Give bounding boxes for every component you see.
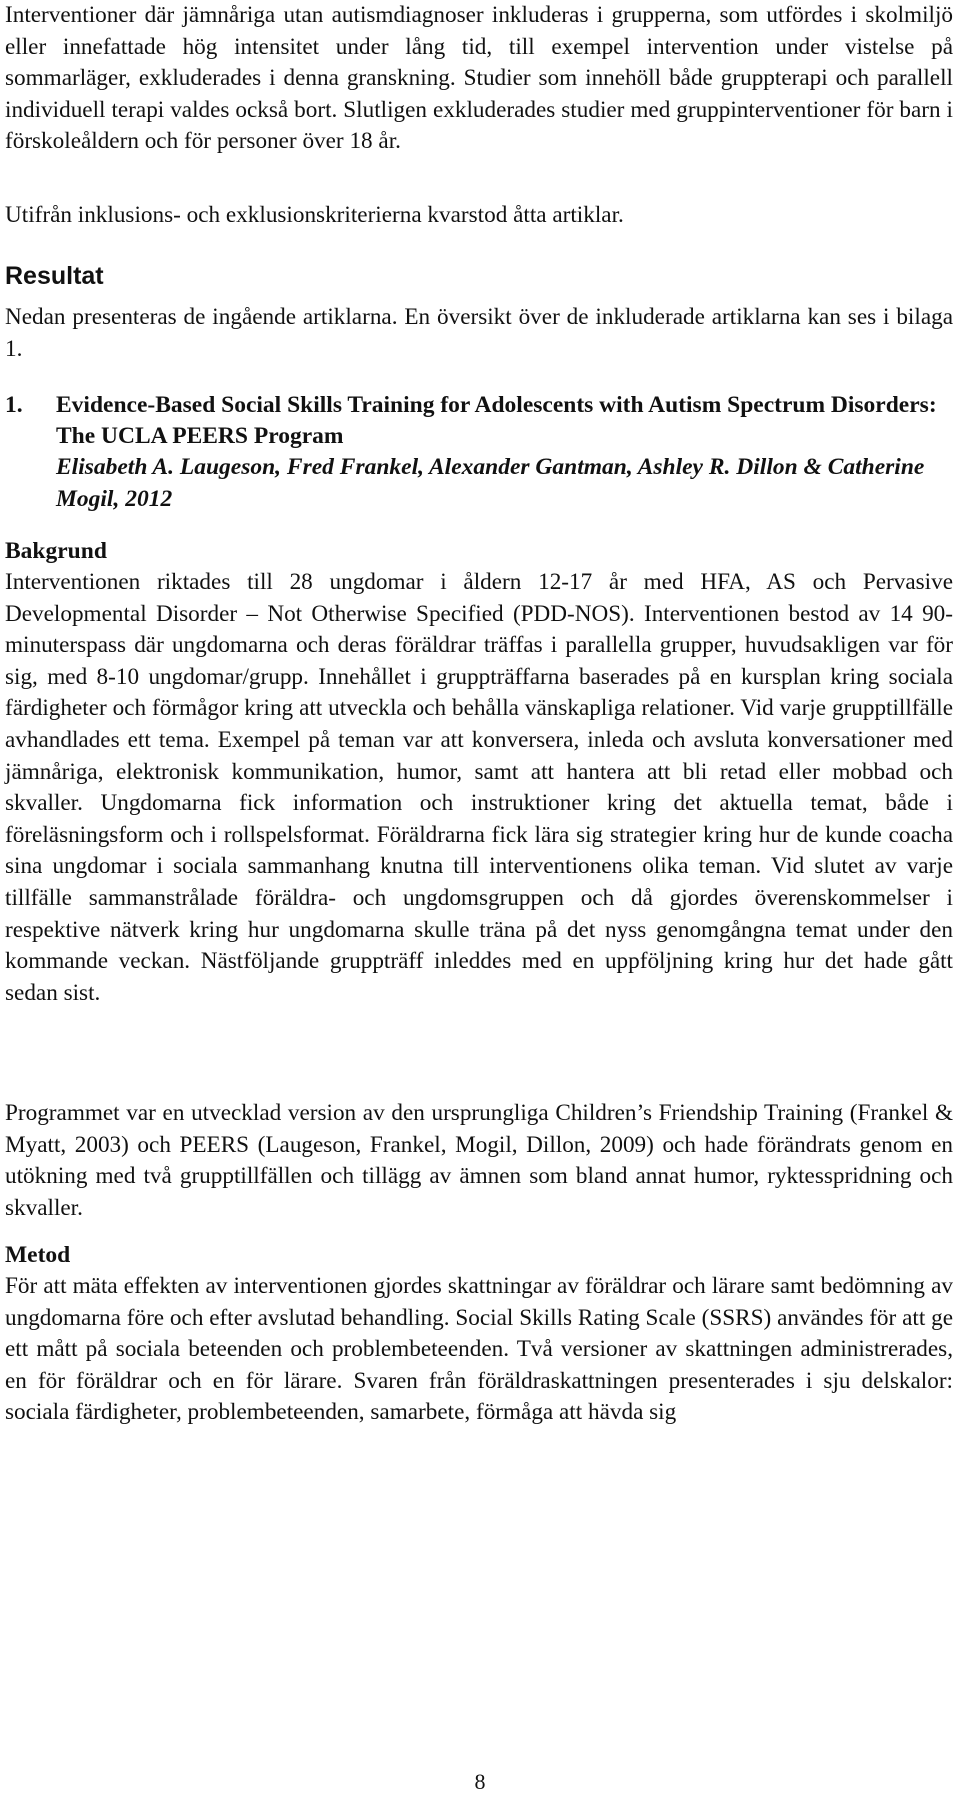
article-citation — [56, 390, 955, 515]
section-heading-resultat: Resultat — [5, 262, 104, 290]
intro-paragraph-2: Utifrån inklusions- och exklusionskriterierna kvarstod åtta artiklar. — [5, 202, 624, 228]
resultat-paragraph: Nedan presenteras de ingående artiklarna. En översikt över de inkluderade artiklarna kan ses i bilaga 1. — [5, 304, 953, 362]
article-title: Evidence-Based Social Skills Training for Adolescents with Autism Spectrum Disorders: The UCLA PEERS Program — [56, 392, 937, 450]
bakgrund-paragraph-2: Programmet var en utvecklad version av den ursprungliga Children’s Friendship Training (Frankel & Myatt, 2003) och PEERS (Laugeson, Frankel, Mogil, Dillon, 2009) och hade förändrats genom en utökning med två grupptillfällen och tillägg av ämnen som bland annat humor, ryktesspridning och skvaller. — [5, 1100, 953, 1221]
section-heading-metod: Metod — [5, 1242, 71, 1268]
article-number: 1. — [5, 392, 23, 418]
article-entry — [5, 390, 955, 515]
metod-paragraph: För att mäta effekten av interventionen gjordes skattningar av föräldrar och lärare samt bedömning av ungdomarna före och efter avslutad behandling. Social Skills Rating Scale (SSRS) användes för att ge ett mått på sociala beteenden och problembeteenden. Två versioner av skattningen administrerades, en för föräldrar och en för lärare. Svaren från föräldraskattningen presenterades i sju delskalor: sociala färdigheter, problembeteenden, samarbete, förmåga att hävda sig — [5, 1273, 953, 1426]
page-number: 8 — [474, 1769, 486, 1794]
intro-paragraph-1: Interventioner där jämnåriga utan autismdiagnoser inkluderas i grupperna, som utfördes i skolmiljö eller innefattade hög intensitet under lång tid, till exempel intervention under vistelse på sommarläger, exkluderades i denna granskning. Studier som innehöll både gruppterapi och parallell individuell terapi valdes också bort. Slutligen exkluderades studier med gruppinterventioner för barn i förskoleåldern och för personer över 18 år. — [5, 2, 953, 155]
article-authors: Elisabeth A. Laugeson, Fred Frankel, Alexander Gantman, Ashley R. Dillon & Catherine Mogil, 2012 — [56, 454, 925, 512]
bakgrund-paragraph-1: Interventionen riktades till 28 ungdomar i åldern 12-17 år med HFA, AS och Pervasive Developmental Disorder – Not Otherwise Specified (PDD-NOS). Interventionen bestod av 14 90-minuterspass där ungdomarna och deras föräldrar träffas i parallella grupper, huvudsakligen var för sig, med 8-10 ungdomar/grupp. Innehållet i gruppträffarna baserades på en kursplan kring sociala färdigheter och förmågor kring att utveckla och behålla vänskapliga relationer. Vid varje grupptillfälle avhandlades ett tema. Exempel på teman var att konversera, inleda och avsluta konversationer med jämnåriga, elektronisk kommunikation, humor, samt att hantera att bli retad eller mobbad och skvaller. Ungdomarna fick information och instruktioner kring det aktuella temat, både i föreläsningsform och i rollspelsformat. Föräldrarna fick lära sig strategier kring hur de kunde coacha sina ungdomar i sociala sammanhang knutna till interventionens olika teman. Vid slutet av varje tillfälle sammanstrålade föräldra- och ungdomsgruppen och då gjordes överenskommelser i respektive nätverk kring hur ungdomarna skulle träna på det nyss genomgångna temat under den kommande veckan. Nästföljande gruppträff inleddes med en uppföljning kring hur det hade gått sedan sist. — [5, 569, 953, 1006]
section-heading-bakgrund: Bakgrund — [5, 538, 107, 564]
